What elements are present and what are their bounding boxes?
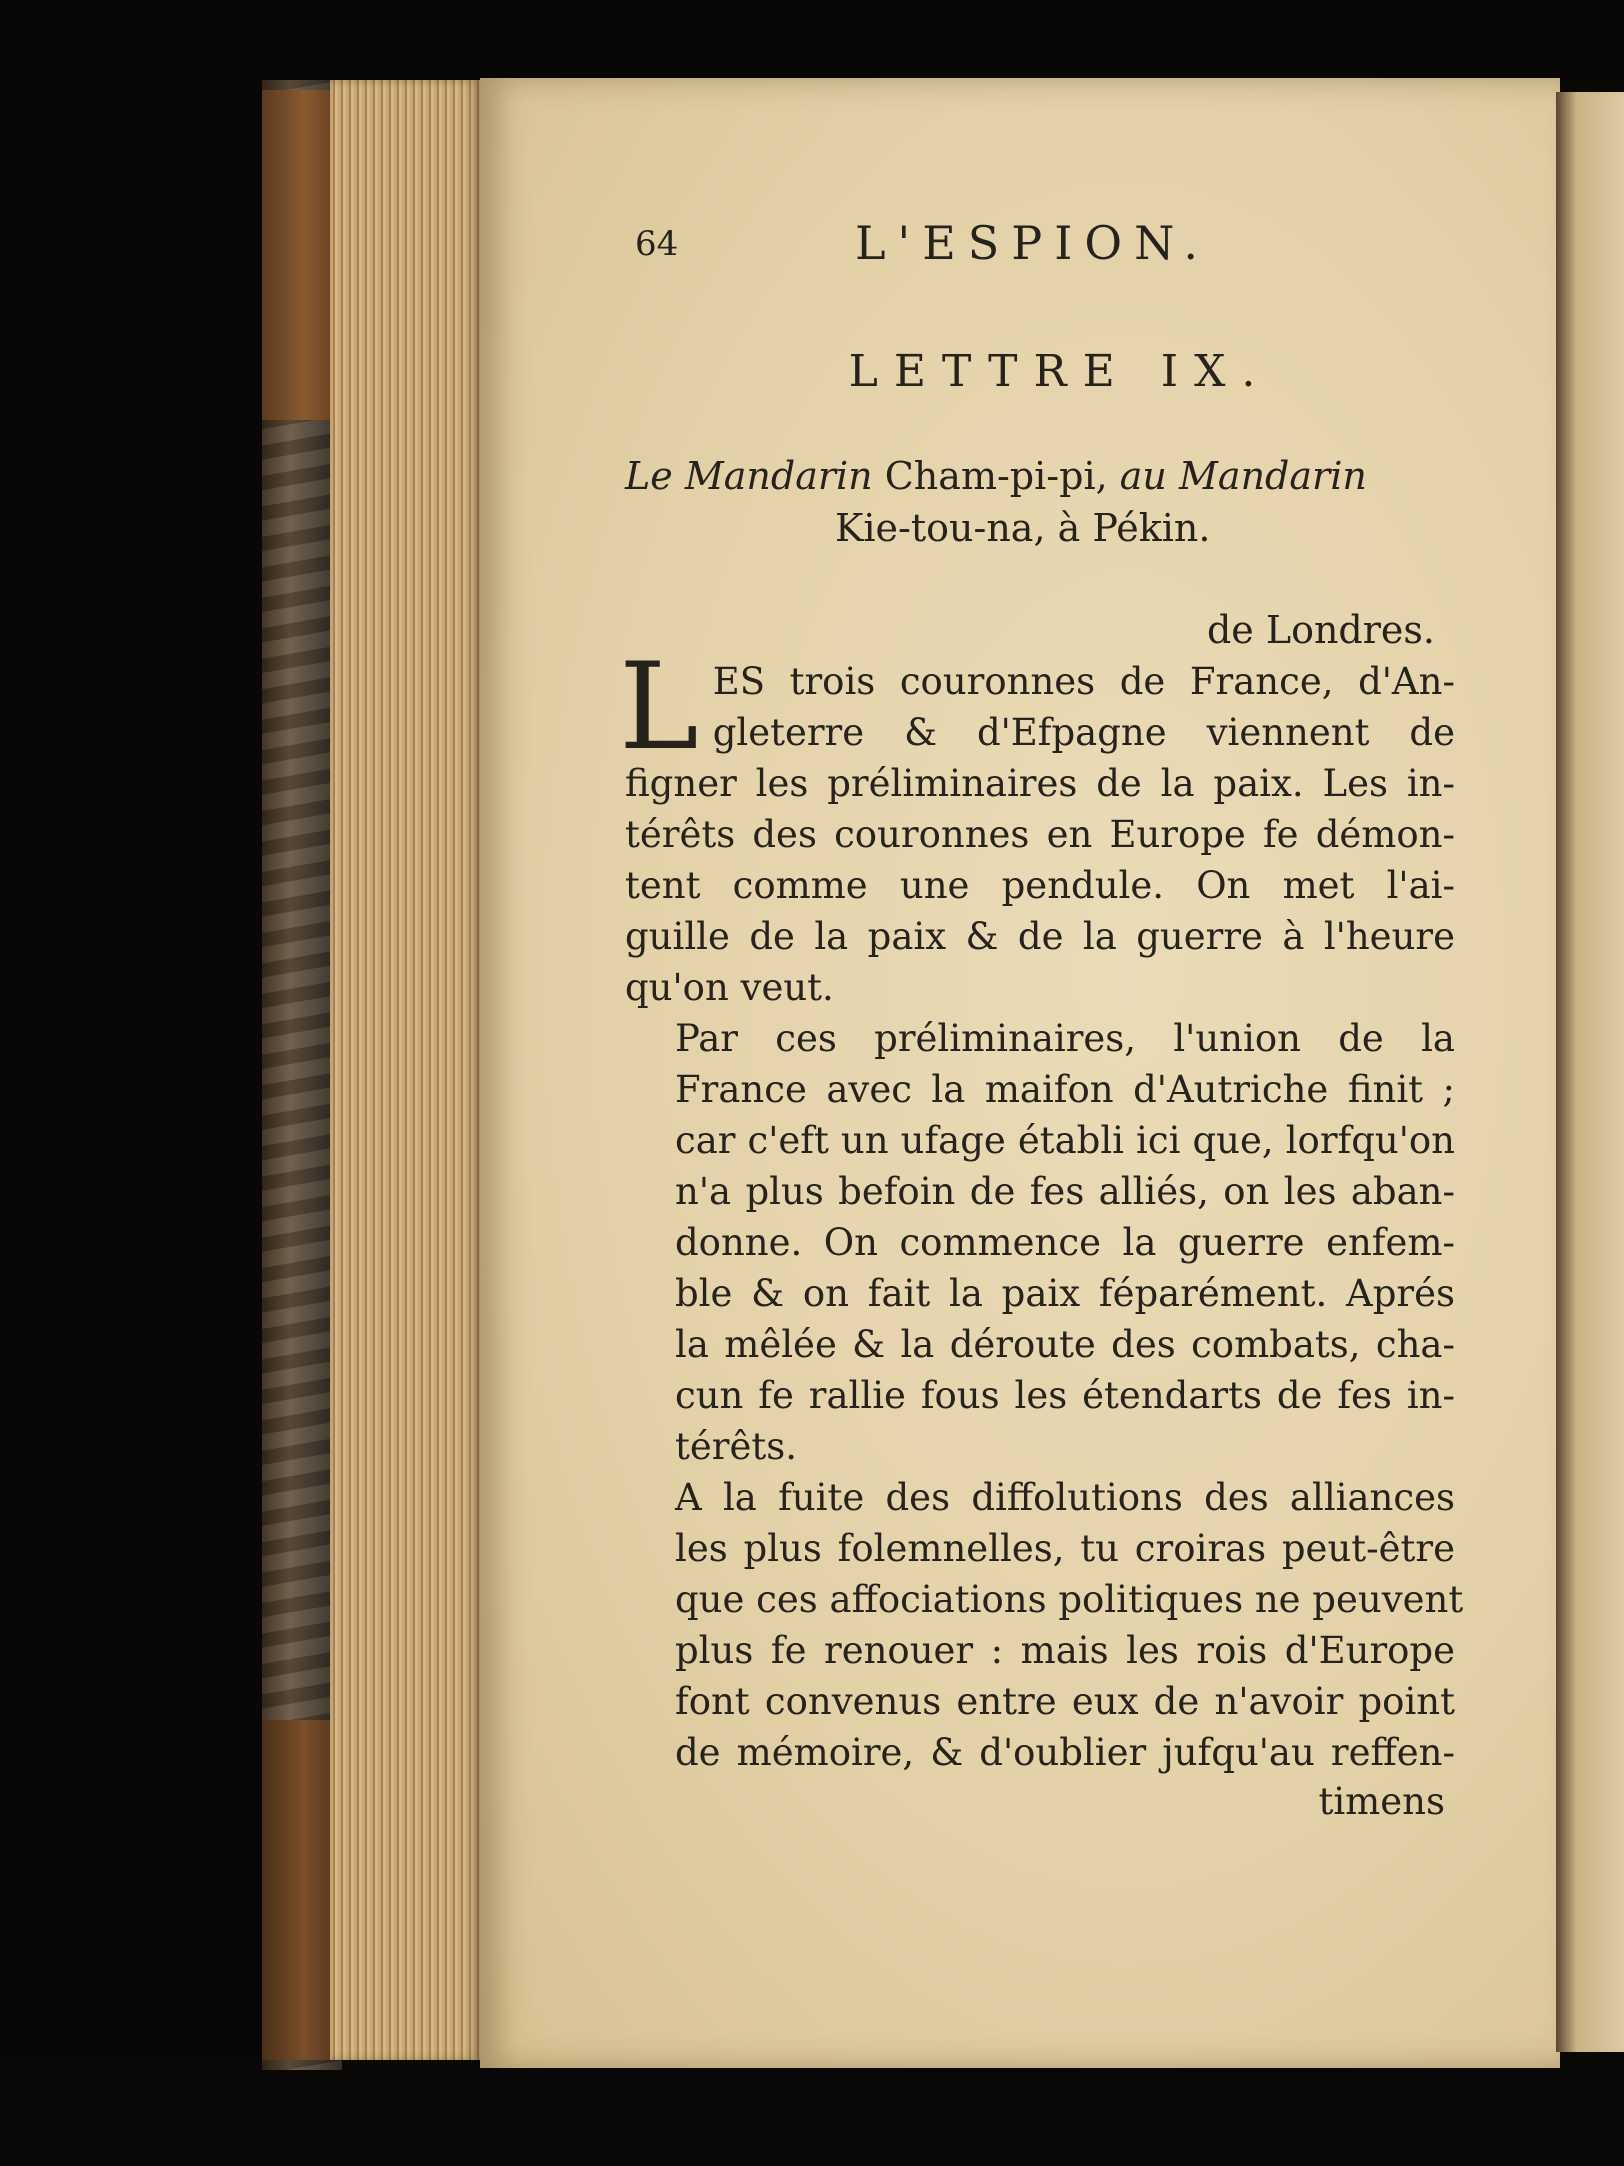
address-italic-au: au — [1119, 454, 1167, 498]
page-edges — [330, 80, 480, 2060]
scan-background-left — [0, 0, 262, 2166]
text-line: n'a plus befoin de fes alliés, on les aban- — [675, 1170, 1455, 1213]
paragraph-3 — [625, 1472, 1464, 1778]
text-line: A la fuite des diffolutions des alliances — [675, 1476, 1455, 1519]
letter-body — [619, 638, 1464, 1778]
text-line: que ces affociations politiques ne peuvent — [675, 1578, 1464, 1621]
text-line: térêts. — [675, 1425, 797, 1468]
facing-page-edge — [1556, 92, 1624, 2052]
paragraph-1 — [619, 638, 1455, 1013]
text-line: plus fe renouer : mais les rois d'Europe — [675, 1629, 1455, 1672]
text-line: ble & on fait la paix féparément. Aprés — [675, 1272, 1455, 1315]
text-line: cun fe rallie fous les étendarts de fes in- — [675, 1374, 1455, 1417]
paragraph-2 — [625, 1013, 1455, 1472]
leather-corner-top — [262, 90, 332, 420]
catchword: timens — [1318, 1780, 1445, 1823]
page-text — [619, 212, 1464, 1823]
scan-background-bottom — [0, 2062, 1624, 2166]
drop-cap: L — [619, 638, 699, 777]
text-line: térêts des couronnes en Europe fe démon- — [625, 813, 1455, 856]
text-line: de mémoire, & d'oublier jufqu'au reffen- — [675, 1731, 1455, 1774]
running-title: L'ESPION. — [855, 216, 1211, 270]
text-line: France avec la maifon d'Autriche finit ; — [675, 1068, 1455, 1111]
text-line: les plus folemnelles, tu croiras peut-être — [675, 1527, 1455, 1570]
text-line: ES trois couronnes de France, d'An- — [712, 660, 1455, 703]
letter-address — [625, 450, 1455, 554]
address-line-2: Kie-tou-na, à Pékin. — [835, 506, 1211, 550]
text-line: gleterre & d'Efpagne viennent de — [712, 711, 1455, 754]
text-line: donne. On commence la guerre enfem- — [675, 1221, 1455, 1264]
text-line: qu'on veut. — [625, 966, 834, 1009]
address-sender-name: Cham-pi-pi, — [884, 454, 1108, 498]
address-italic-mandarin-2: Mandarin — [1179, 454, 1367, 498]
letter-heading: LETTRE IX. — [848, 346, 1272, 397]
leather-corner-bottom — [262, 1720, 332, 2060]
text-line: Par ces préliminaires, l'union de la — [675, 1017, 1455, 1060]
text-line: tent comme une pendule. On met l'ai- — [625, 864, 1455, 907]
dateline: de Londres. — [1206, 608, 1435, 652]
text-line: font convenus entre eux de n'avoir point — [675, 1680, 1455, 1723]
address-italic-le: Le — [625, 454, 673, 498]
text-line: guille de la paix & de la guerre à l'heure — [625, 915, 1455, 958]
page-number: 64 — [635, 224, 679, 264]
address-italic-mandarin: Mandarin — [684, 454, 873, 498]
text-line: figner les préliminaires de la paix. Les in- — [625, 762, 1455, 805]
running-head — [625, 212, 1455, 282]
address-line-1 — [625, 450, 1455, 502]
text-line: la mêlée & la déroute des combats, cha- — [675, 1323, 1455, 1366]
text-line: car c'eft un ufage établi ici que, lorfqu'on — [675, 1119, 1455, 1162]
